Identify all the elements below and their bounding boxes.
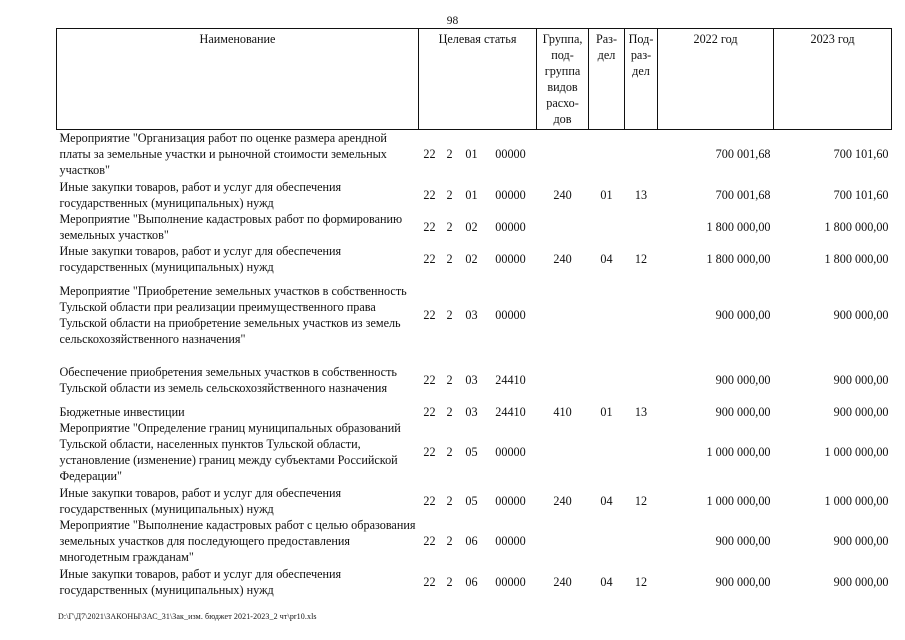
target-subprogram: 2 bbox=[446, 219, 453, 234]
row-name: Мероприятие "Выполнение кадастровых работ с целью образования земельных участков для последующего предоставления многодетным гражданам" bbox=[59, 518, 416, 564]
target-subprogram: 2 bbox=[446, 251, 453, 266]
section bbox=[589, 517, 625, 566]
section bbox=[589, 275, 625, 356]
expense-group bbox=[537, 420, 589, 485]
target-event: 03 bbox=[465, 404, 478, 419]
amount-2023: 1 000 000,00 bbox=[824, 493, 889, 508]
section bbox=[589, 130, 625, 179]
target-program: 22 bbox=[423, 308, 436, 322]
table-row bbox=[57, 275, 892, 356]
target-event: 01 bbox=[465, 147, 478, 162]
expense-group bbox=[537, 356, 589, 404]
target-direction: 24410 bbox=[495, 372, 526, 387]
row-name: Иные закупки товаров, работ и услуг для обеспечения государственных (муниципальных) нужд bbox=[59, 485, 342, 516]
budget-table bbox=[56, 28, 892, 598]
target-direction: 00000 bbox=[495, 493, 526, 508]
table-row bbox=[57, 485, 892, 517]
row-name: Мероприятие "Выполнение кадастровых работ по формированию земельных участков" bbox=[59, 211, 403, 242]
amount-2023: 900 000,00 bbox=[833, 404, 889, 419]
target-direction: 00000 bbox=[495, 445, 526, 459]
target-subprogram: 2 bbox=[446, 445, 453, 459]
target-direction: 00000 bbox=[495, 574, 526, 589]
subsection bbox=[625, 130, 658, 179]
amount-2023: 900 000,00 bbox=[833, 534, 889, 548]
target-event: 02 bbox=[465, 251, 478, 266]
section: 04 bbox=[600, 493, 613, 508]
amount-2022: 700 001,68 bbox=[715, 147, 771, 162]
row-name: Мероприятие "Определение границ муниципальных образований Тульской области, населенных пунктов Тульской области, установление (изменение) границ между субъектами Российской Федерации" bbox=[59, 421, 401, 483]
target-event: 05 bbox=[465, 493, 478, 508]
target-program: 22 bbox=[423, 445, 436, 459]
target-direction: 00000 bbox=[495, 534, 526, 548]
target-event: 01 bbox=[465, 187, 478, 202]
amount-2023: 1 800 000,00 bbox=[824, 251, 889, 266]
row-name: Иные закупки товаров, работ и услуг для обеспечения государственных (муниципальных) нужд bbox=[59, 179, 342, 210]
page-number: 98 bbox=[446, 15, 459, 27]
section bbox=[589, 420, 625, 485]
target-event: 02 bbox=[465, 219, 478, 234]
expense-group: 240 bbox=[553, 493, 572, 508]
target-program: 22 bbox=[423, 147, 436, 162]
row-name: Мероприятие "Организация работ по оценке размера арендной платы за земельные участки и рыночной стоимости земельных участков" bbox=[59, 131, 387, 178]
header-2023: 2023 год bbox=[774, 29, 892, 130]
subsection bbox=[625, 275, 658, 356]
target-direction: 24410 bbox=[495, 404, 526, 419]
row-name: Иные закупки товаров, работ и услуг для обеспечения государственных (муниципальных) нужд bbox=[59, 566, 342, 597]
table-row bbox=[57, 404, 892, 420]
subsection bbox=[625, 211, 658, 243]
amount-2022: 900 000,00 bbox=[715, 372, 771, 387]
expense-group bbox=[537, 517, 589, 566]
target-subprogram: 2 bbox=[446, 493, 453, 508]
target-subprogram: 2 bbox=[446, 534, 453, 548]
row-name: Иные закупки товаров, работ и услуг для обеспечения государственных (муниципальных) нужд bbox=[59, 243, 342, 274]
table-row bbox=[57, 517, 892, 566]
expense-group bbox=[537, 275, 589, 356]
target-program: 22 bbox=[423, 187, 436, 202]
target-subprogram: 2 bbox=[446, 187, 453, 202]
subsection: 12 bbox=[634, 493, 648, 508]
expense-group: 240 bbox=[553, 574, 572, 589]
amount-2023: 1 800 000,00 bbox=[824, 219, 889, 234]
header-subsection: Под-раз-дел bbox=[625, 29, 658, 130]
table-row bbox=[57, 420, 892, 485]
expense-group bbox=[537, 130, 589, 179]
target-direction: 00000 bbox=[495, 251, 526, 266]
expense-group: 240 bbox=[553, 251, 572, 266]
section: 04 bbox=[600, 574, 613, 589]
target-subprogram: 2 bbox=[446, 372, 453, 387]
header-target: Целевая статья bbox=[419, 29, 537, 130]
section: 01 bbox=[600, 187, 613, 202]
amount-2022: 900 000,00 bbox=[715, 534, 771, 548]
table-row bbox=[57, 179, 892, 211]
target-direction: 00000 bbox=[495, 147, 526, 162]
amount-2022: 1 800 000,00 bbox=[706, 219, 771, 234]
target-event: 06 bbox=[465, 574, 478, 589]
target-program: 22 bbox=[423, 493, 436, 508]
target-direction: 00000 bbox=[495, 308, 526, 322]
target-program: 22 bbox=[423, 574, 436, 589]
header-group: Группа, под-группа видов расхо-дов bbox=[537, 29, 589, 130]
table-row bbox=[57, 211, 892, 243]
header-section: Раз-дел bbox=[589, 29, 625, 130]
target-event: 05 bbox=[465, 445, 478, 459]
target-subprogram: 2 bbox=[446, 147, 453, 162]
amount-2022: 1 800 000,00 bbox=[706, 251, 771, 266]
amount-2022: 900 000,00 bbox=[715, 308, 771, 322]
expense-group: 240 bbox=[553, 187, 572, 202]
amount-2023: 900 000,00 bbox=[833, 574, 889, 589]
amount-2023: 900 000,00 bbox=[833, 372, 889, 387]
subsection: 13 bbox=[634, 404, 648, 419]
target-subprogram: 2 bbox=[446, 308, 453, 322]
subsection: 12 bbox=[634, 574, 648, 589]
amount-2022: 1 000 000,00 bbox=[706, 493, 771, 508]
target-program: 22 bbox=[423, 372, 436, 387]
amount-2022: 900 000,00 bbox=[715, 404, 771, 419]
subsection bbox=[625, 420, 658, 485]
amount-2023: 700 101,60 bbox=[833, 147, 889, 162]
section bbox=[589, 211, 625, 243]
amount-2023: 1 000 000,00 bbox=[824, 445, 889, 459]
amount-2022: 700 001,68 bbox=[715, 187, 771, 202]
row-name: Мероприятие "Приобретение земельных участков в собственность Тульской области при реализации преимущественного права Тульской области на приобретение земельных участков из земель сельскохозяйственного назначения" bbox=[59, 284, 407, 346]
target-program: 22 bbox=[423, 251, 436, 266]
subsection: 12 bbox=[634, 251, 648, 266]
table-row bbox=[57, 356, 892, 404]
target-direction: 00000 bbox=[495, 219, 526, 234]
table-row bbox=[57, 566, 892, 598]
target-subprogram: 2 bbox=[446, 574, 453, 589]
section: 04 bbox=[600, 251, 613, 266]
header-row bbox=[57, 29, 892, 130]
amount-2022: 1 000 000,00 bbox=[706, 445, 771, 459]
header-name: Наименование bbox=[57, 29, 419, 130]
subsection bbox=[625, 517, 658, 566]
target-event: 03 bbox=[465, 308, 478, 322]
row-name: Бюджетные инвестиции bbox=[59, 404, 185, 419]
file-path-footer: D:\Г\Д7\2021\ЗАКОНЫ\ЗАС_31\Зак_изм. бюджет 2021-2023_2 чт\pr10.xls bbox=[58, 612, 317, 621]
section bbox=[589, 356, 625, 404]
target-event: 03 bbox=[465, 372, 478, 387]
amount-2023: 700 101,60 bbox=[833, 187, 889, 202]
amount-2023: 900 000,00 bbox=[833, 308, 889, 322]
row-name: Обеспечение приобретения земельных участков в собственность Тульской области из земель сельскохозяйственного назначения bbox=[59, 364, 397, 395]
table-row bbox=[57, 243, 892, 275]
amount-2022: 900 000,00 bbox=[715, 574, 771, 589]
section: 01 bbox=[600, 404, 613, 419]
target-program: 22 bbox=[423, 534, 436, 548]
expense-group: 410 bbox=[553, 404, 572, 419]
target-subprogram: 2 bbox=[446, 404, 453, 419]
target-event: 06 bbox=[465, 534, 478, 548]
subsection bbox=[625, 356, 658, 404]
expense-group bbox=[537, 211, 589, 243]
subsection: 13 bbox=[634, 187, 648, 202]
table-row bbox=[57, 130, 892, 179]
target-direction: 00000 bbox=[495, 187, 526, 202]
target-program: 22 bbox=[423, 404, 436, 419]
target-program: 22 bbox=[423, 219, 436, 234]
header-2022: 2022 год bbox=[658, 29, 774, 130]
